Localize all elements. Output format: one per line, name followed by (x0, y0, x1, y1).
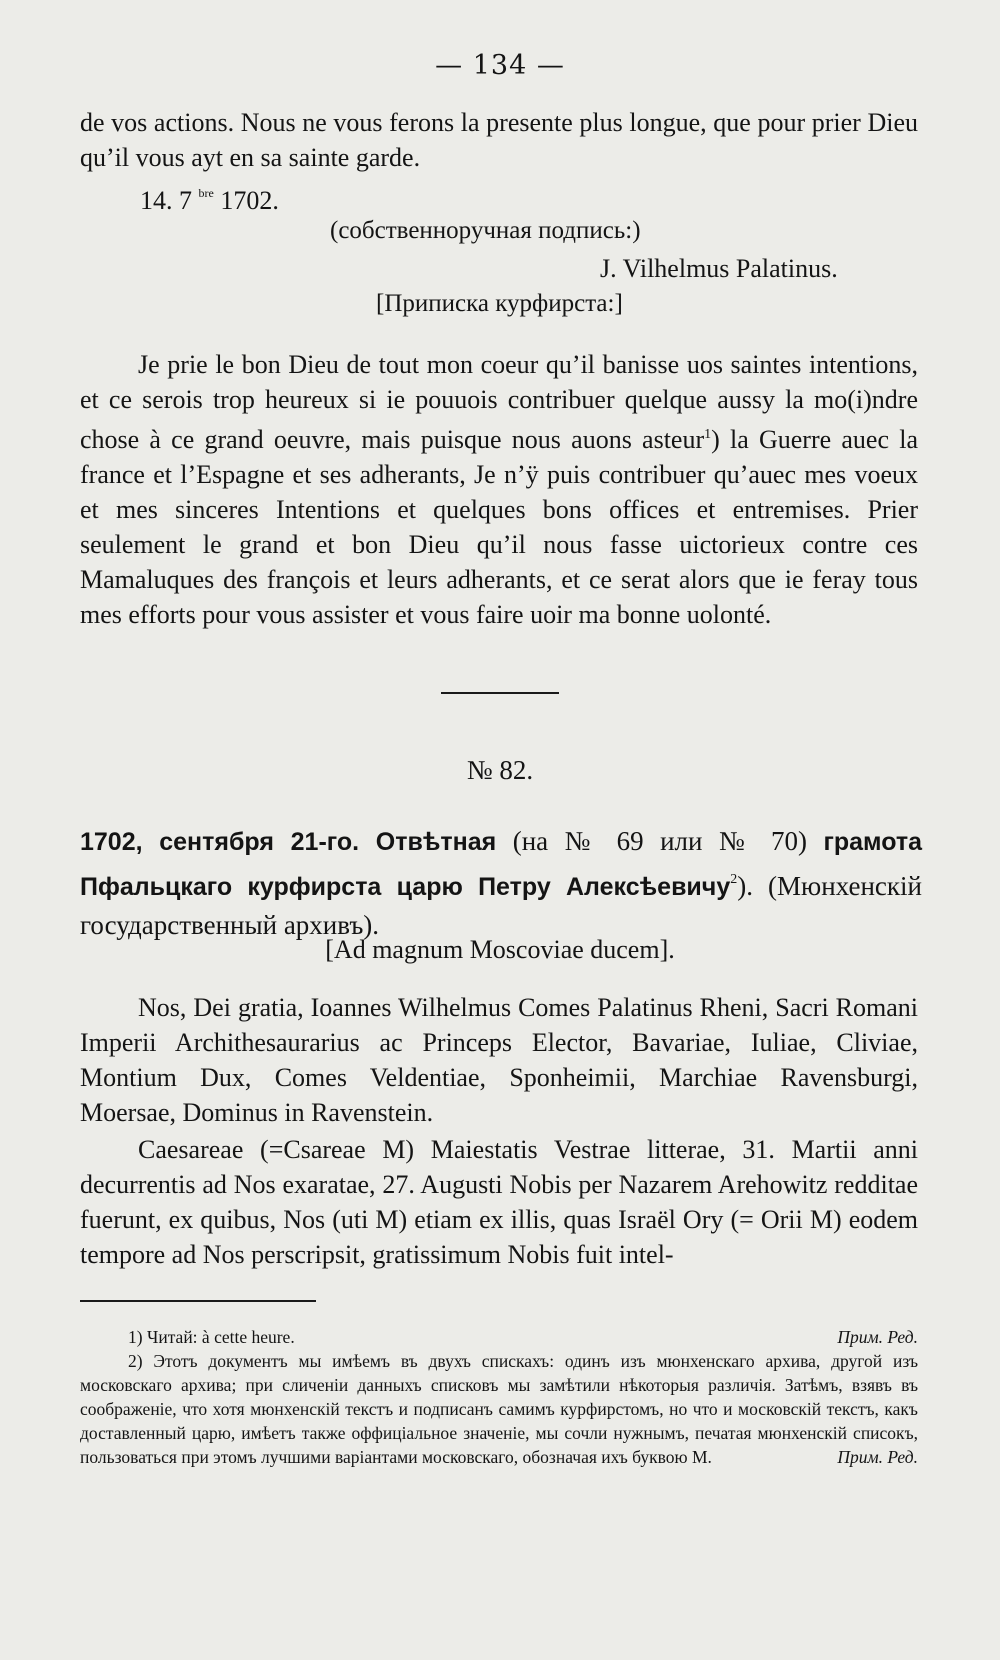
document-heading (80, 822, 922, 944)
document-number: № 82. (466, 755, 534, 785)
postscript-note: [Приписка курфирста:] (376, 290, 623, 317)
footnote-1 (80, 1325, 918, 1349)
heading-ref-note: (на № 69 или № 70) (496, 826, 824, 856)
letter-closing (80, 105, 918, 175)
letter-date (140, 186, 279, 216)
date-day: 14. 7 (140, 186, 192, 215)
signature-name: J. Vilhelmus Palatinus. (600, 254, 838, 283)
section-divider (441, 692, 559, 694)
footnote-divider (80, 1300, 316, 1302)
address-line: [Ad magnum Moscoviae ducem]. (325, 935, 675, 964)
date-month-sup: bre (198, 186, 214, 200)
footnote-1-text: 1) Читай: à cette heure. (128, 1327, 295, 1347)
footnotes (80, 1325, 918, 1469)
footnote-2-editor: Прим. Ред. (837, 1447, 918, 1467)
footnote-2-text: 2) Этотъ документъ мы имѣемъ въ двухъ спискахъ: одинъ изъ мюнхенскаго архива, другой изъ московскаго архива; при сличеніи данныхъ списковъ мы замѣтили нѣкоторыя различія. Затѣмъ, взявъ въ соображеніе, что хотя мюнхенскій текстъ и подписанъ самимъ курфирстомъ, но что и московскій текстъ, какъ доставленный царю, имѣетъ также оффиціальное значеніе, мы сочли нужнымъ, печатая мюнхенскій списокъ, пользоваться при этомъ лучшими варіантами московскаго, обозначая ихъ буквою М. (80, 1351, 918, 1467)
paragraph-intitulatio: Nos, Dei gratia, Ioannes Wilhelmus Comes Palatinus Rheni, Sacri Romani Imperii Archithesaurarius ac Princeps Elector, Bavariae, Iuliae, Cliviae, Montium Dux, Comes Veldentiae, Sponheimii, Marchiae Ravensburgi, Moersae, Dominus in Ravenstein. (80, 993, 918, 1127)
date-year: 1702. (220, 186, 279, 215)
signature-note: (собственноручная подпись:) (330, 217, 641, 244)
footnote-ref-1: 1 (704, 427, 712, 442)
letter-body (80, 990, 918, 1272)
paragraph-main: Caesareae (=Csareae M) Maiestatis Vestrae litterae, 31. Martii anni decurrentis ad Nos exaratae, 27. Augusti Nobis per Nazarem Arehowitz redditae fuerunt, ex quibus, Nos (uti M) etiam ex illis, quas Israël Ory (= Orii M) eodem tempore ad Nos perscripsit, gratissimum Nobis fuit intel- (80, 1135, 918, 1269)
postscript-text-part1: Je prie le bon Dieu de tout mon coeur qu’il banisse uos saintes intentions, et ce serois trop heureux si ie pouuois contribuer quelque aussy la mo(i)ndre chose à ce grand oeuvre, mais puisque nous auons asteur (80, 350, 918, 454)
heading-title-bold: грамота Пфальцкаго курфирста царю Петру Алексѣевичу (80, 828, 922, 901)
footnote-2 (80, 1349, 918, 1469)
footnote-1-editor: Прим. Ред. (837, 1327, 918, 1347)
letter-closing-text: de vos actions. Nous ne vous ferons la presente plus longue, que pour prier Dieu qu’il vous ayt en sa sainte garde. (80, 108, 918, 172)
postscript-text-part2: ) la Guerre auec la france et l’Espagne et ses adherants, Je n’ÿ puis contribuer qu’auec mes voeux et mes sinceres Intentions et quelques bons offices et entremises. Prier seulement le grand et bon Dieu qu’il nous fasse uictorieux contre ces Mamaluques des françois et leurs adherants, et ce serat alors que ie feray tous mes efforts pour vous assister et vous faire uoir ma bonne uolonté. (80, 425, 918, 629)
postscript-text (80, 347, 918, 632)
heading-date-bold: 1702, сентября 21-го. Отвѣтная (80, 828, 497, 856)
postscript (80, 347, 918, 632)
footnote-ref-2: 2 (730, 872, 738, 887)
heading-archive: ). (Мюнхенскій государственный архивъ). (80, 871, 922, 940)
page-number: — 134 — (435, 50, 565, 81)
